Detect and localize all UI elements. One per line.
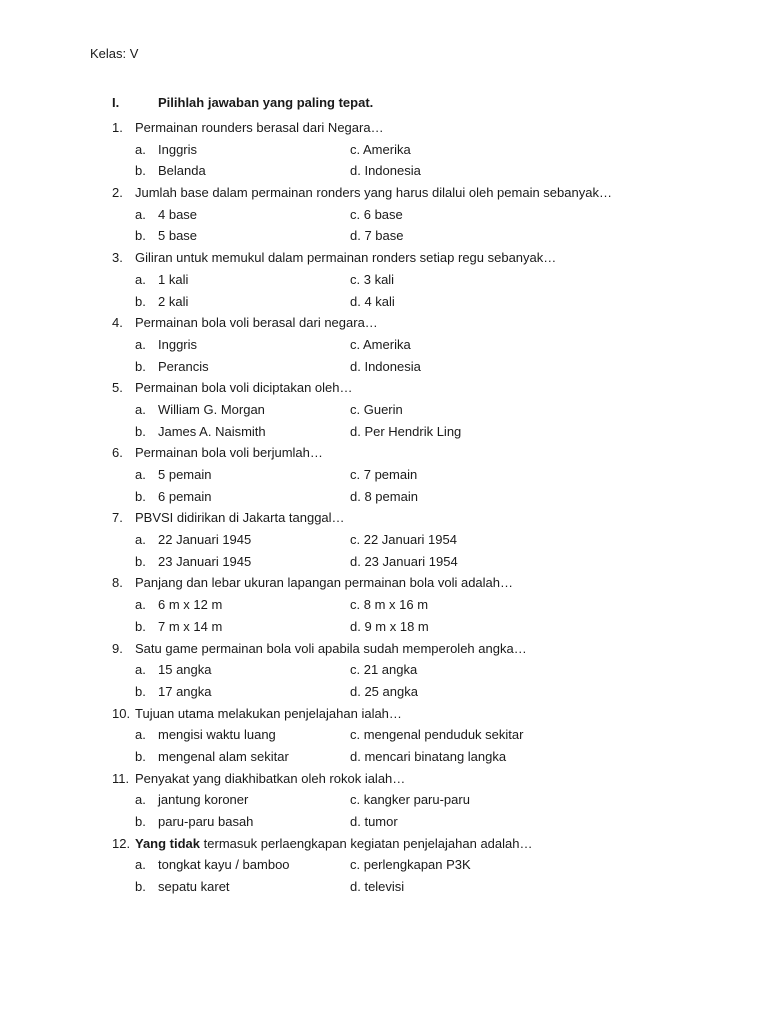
option-row [112, 811, 712, 833]
option-row [112, 464, 712, 486]
question-text: Permainan bola voli diciptakan oleh… [135, 380, 353, 396]
option-c: c. mengenal penduduk sekitar [350, 727, 524, 743]
option-row [112, 486, 712, 508]
question-number: 7. [112, 510, 123, 526]
option-letter: b. [135, 423, 146, 439]
question-text-rest: termasuk perlaengkapan kegiatan penjelajahan adalah… [200, 835, 533, 851]
option-letter: b. [135, 879, 146, 895]
question-3 [112, 247, 712, 312]
option-b: 6 pemain [158, 488, 212, 504]
option-c: c. perlengkapan P3K [350, 857, 471, 873]
question-list [112, 117, 712, 898]
option-b: 2 kali [158, 293, 189, 309]
question-12 [112, 833, 712, 898]
option-letter: a. [135, 141, 146, 157]
option-a: jantung koroner [158, 792, 249, 808]
question-text: PBVSI didirikan di Jakarta tanggal… [135, 510, 345, 526]
question-stem [112, 507, 712, 529]
option-d: d. 25 angka [350, 683, 418, 699]
option-d: d. 9 m x 18 m [350, 618, 429, 634]
option-row [112, 616, 712, 638]
question-stem [112, 442, 712, 464]
option-letter: b. [135, 228, 146, 244]
option-a: 4 base [158, 206, 198, 222]
option-row [112, 594, 712, 616]
question-number: 3. [112, 250, 123, 266]
option-letter: b. [135, 553, 146, 569]
option-a: 5 pemain [158, 467, 212, 482]
option-a: 1 kali [158, 271, 189, 287]
option-d: d. tumor [350, 814, 398, 829]
option-a: William G. Morgan [158, 401, 265, 417]
question-stem [112, 377, 712, 399]
question-number: 11. [112, 770, 130, 786]
question-number: 5. [112, 380, 123, 396]
option-row [112, 876, 712, 898]
option-row [112, 659, 712, 681]
option-letter: b. [135, 163, 146, 179]
option-letter: a. [135, 271, 146, 287]
question-stem [112, 117, 712, 139]
option-letter: a. [135, 727, 146, 743]
question-10 [112, 703, 712, 768]
option-d: d. Per Hendrik Ling [350, 423, 462, 439]
section-number: I. [112, 95, 120, 110]
option-a: mengisi waktu luang [158, 727, 276, 743]
option-row [112, 269, 712, 291]
question-number: 6. [112, 445, 123, 461]
option-row [112, 399, 712, 421]
option-letter: b. [135, 293, 146, 309]
question-number: 10. [112, 705, 131, 721]
section-title: Pilihlah jawaban yang paling tepat. [158, 95, 374, 110]
option-row [112, 551, 712, 573]
option-d: d. televisi [350, 879, 405, 895]
question-text: Giliran untuk memukul dalam permainan ronders setiap regu sebanyak… [135, 250, 557, 266]
question-1 [112, 117, 712, 182]
option-letter: a. [135, 336, 146, 352]
question-number: 8. [112, 575, 123, 591]
question-stem [112, 833, 712, 855]
option-d: d. 23 Januari 1954 [350, 553, 458, 569]
question-text: Satu game permainan bola voli apabila sudah memperoleh angka… [135, 640, 527, 656]
section-heading [112, 95, 373, 110]
option-letter: b. [135, 814, 146, 829]
option-c: c. 8 m x 16 m [350, 597, 429, 613]
question-text [135, 833, 712, 855]
option-letter: a. [135, 401, 146, 417]
option-letter: a. [135, 792, 146, 808]
question-6 [112, 442, 712, 507]
option-b: paru-paru basah [158, 814, 254, 829]
option-c: c. kangker paru-paru [350, 792, 470, 808]
option-c: c. 22 Januari 1954 [350, 532, 457, 548]
option-row [112, 681, 712, 703]
option-letter: a. [135, 857, 146, 873]
option-d: d. Indonesia [350, 358, 421, 374]
option-row [112, 356, 712, 378]
question-text: Permainan bola voli berasal dari negara… [135, 315, 378, 331]
option-a: Inggris [158, 336, 198, 352]
question-number: 9. [112, 640, 123, 656]
option-b: 7 m x 14 m [158, 618, 223, 634]
option-letter: b. [135, 488, 146, 504]
question-7 [112, 507, 712, 572]
question-5 [112, 377, 712, 442]
option-a: tongkat kayu / bamboo [158, 857, 290, 873]
option-d: d. 8 pemain [350, 488, 418, 504]
option-b: Perancis [158, 358, 209, 374]
option-b: James A. Naismith [158, 423, 266, 439]
option-row [112, 724, 712, 746]
option-row [112, 291, 712, 313]
option-letter: b. [135, 748, 146, 764]
option-c: c. Amerika [350, 336, 411, 352]
option-c: c. 6 base [350, 206, 403, 222]
question-stem [112, 247, 712, 269]
option-c: c. Amerika [350, 141, 411, 157]
question-text: Panjang dan lebar ukuran lapangan permainan bola voli adalah… [135, 575, 513, 591]
question-number: 12. [112, 835, 131, 851]
question-stem [112, 703, 712, 725]
option-a: 15 angka [158, 662, 212, 678]
option-row [112, 160, 712, 182]
option-row [112, 139, 712, 161]
option-letter: b. [135, 618, 146, 634]
option-letter: a. [135, 597, 146, 613]
question-8 [112, 572, 712, 637]
option-row [112, 529, 712, 551]
option-b: Belanda [158, 163, 206, 179]
question-stem [112, 768, 712, 790]
question-2 [112, 182, 712, 247]
option-letter: b. [135, 683, 146, 699]
option-letter: a. [135, 467, 146, 482]
option-c: c. Guerin [350, 401, 403, 417]
option-row [112, 334, 712, 356]
question-stem [112, 572, 712, 594]
class-label: Kelas: V [90, 46, 139, 61]
question-11 [112, 768, 712, 833]
question-stem [112, 638, 712, 660]
option-a: 6 m x 12 m [158, 597, 223, 613]
question-9 [112, 638, 712, 703]
question-text: Jumlah base dalam permainan ronders yang harus dilalui oleh pemain sebanyak… [135, 185, 612, 201]
option-b: mengenal alam sekitar [158, 748, 289, 764]
option-a: 22 Januari 1945 [158, 532, 252, 548]
option-letter: a. [135, 532, 146, 548]
option-d: d. 7 base [350, 228, 404, 244]
option-d: d. mencari binatang langka [350, 748, 507, 764]
option-b: sepatu karet [158, 879, 230, 895]
question-4 [112, 312, 712, 377]
question-text: Penyakat yang diakhibatkan oleh rokok ialah… [135, 770, 406, 786]
question-emphasis: Yang tidak [135, 835, 201, 851]
option-c: c. 3 kali [350, 271, 395, 287]
option-d: d. Indonesia [350, 163, 421, 179]
option-row [112, 225, 712, 247]
option-row [112, 746, 712, 768]
option-c: c. 21 angka [350, 662, 418, 678]
option-d: d. 4 kali [350, 293, 395, 309]
question-number: 2. [112, 185, 123, 201]
question-stem [112, 312, 712, 334]
question-text: Permainan bola voli berjumlah… [135, 445, 323, 461]
option-row [112, 854, 712, 876]
option-letter: a. [135, 662, 146, 678]
option-c: c. 7 pemain [350, 467, 418, 482]
option-row [112, 789, 712, 811]
question-text: Permainan rounders berasal dari Negara… [135, 120, 384, 135]
option-row [112, 421, 712, 443]
question-stem [112, 182, 712, 204]
option-b: 17 angka [158, 683, 212, 699]
option-row [112, 204, 712, 226]
option-letter: b. [135, 358, 146, 374]
option-b: 5 base [158, 228, 198, 244]
question-number: 1. [112, 120, 123, 135]
question-number: 4. [112, 315, 123, 331]
option-a: Inggris [158, 141, 198, 157]
option-letter: a. [135, 206, 146, 222]
option-b: 23 Januari 1945 [158, 553, 252, 569]
question-text: Tujuan utama melakukan penjelajahan ialah… [135, 705, 402, 721]
